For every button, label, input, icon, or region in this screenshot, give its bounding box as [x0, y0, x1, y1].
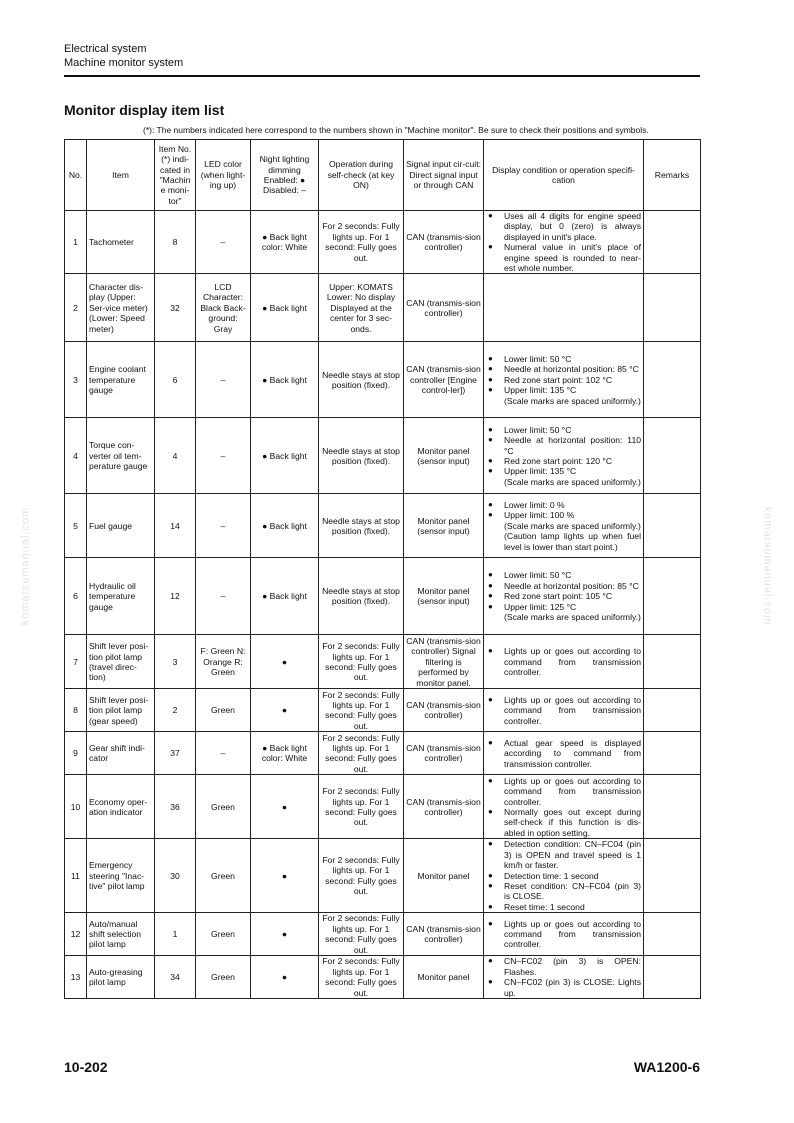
condition-text: Reset time: 1 second — [504, 901, 585, 912]
night-dimming: ● Back light — [251, 418, 319, 494]
col-header: Operation during self-check (at key ON) — [319, 140, 404, 211]
led-color: Green — [196, 689, 251, 732]
condition-item — [485, 242, 641, 273]
table-row — [65, 913, 701, 956]
condition-item — [485, 776, 641, 807]
signal-input: Monitor panel (sensor input) — [404, 558, 484, 635]
self-check-operation: Needle stays at stop position (fixed). — [319, 342, 404, 418]
condition-item — [485, 602, 641, 612]
item-name: Shift lever posi-tion pilot lamp (gear speed) — [87, 689, 155, 732]
remarks — [644, 732, 701, 775]
condition-text: Actual gear speed is displayed according to command from transmission controller. — [504, 737, 641, 769]
condition-text: Lower limit: 50 °C — [504, 570, 572, 581]
condition-text: CN–FC02 (pin 3) is CLOSE: Lights up. — [504, 977, 641, 998]
signal-input: Monitor panel — [404, 956, 484, 999]
night-dimming: ● — [251, 689, 319, 732]
condition-item — [485, 919, 641, 950]
bullet-icon: ● — [488, 881, 493, 891]
condition-text: Lights up or goes out according to command from transmission controller. — [504, 694, 641, 726]
header-section: Electrical system — [64, 43, 147, 55]
condition-text: (Caution lamp lights up when fuel level is lower than start point.) — [504, 531, 641, 552]
display-condition — [484, 274, 644, 342]
remarks — [644, 839, 701, 913]
condition-item — [485, 385, 641, 395]
condition-item — [485, 425, 641, 435]
condition-item — [485, 956, 641, 977]
condition-text: Lower limit: 0 % — [504, 499, 565, 510]
item-number: 36 — [155, 775, 196, 839]
night-dimming: ● Back light — [251, 274, 319, 342]
row-number: 12 — [65, 913, 87, 956]
item-name: Engine coolant temperature gauge — [87, 342, 155, 418]
condition-item — [485, 902, 641, 912]
item-number: 8 — [155, 211, 196, 274]
condition-text: Numeral value in unit's place of engine speed is rounded to near-est whole number. — [504, 242, 641, 274]
row-number: 10 — [65, 775, 87, 839]
condition-text: Uses all 4 digits for engine speed display, but 0 (zero) is always displayed in unit's place. — [504, 211, 641, 242]
condition-item — [485, 881, 641, 902]
led-color: – — [196, 418, 251, 494]
row-number: 9 — [65, 732, 87, 775]
table-row — [65, 775, 701, 839]
night-dimming: ● — [251, 913, 319, 956]
self-check-operation: For 2 seconds: Fully lights up. For 1 second: Fully goes out. — [319, 635, 404, 689]
bullet-icon: ● — [488, 737, 493, 747]
led-color: F: Green N: Orange R: Green — [196, 635, 251, 689]
table-row — [65, 342, 701, 418]
self-check-operation: Needle stays at stop position (fixed). — [319, 418, 404, 494]
condition-item — [485, 839, 641, 870]
condition-text: (Scale marks are spaced uniformly.) — [504, 395, 641, 406]
table-row — [65, 494, 701, 558]
condition-text: Red zone start point: 102 °C — [504, 374, 613, 385]
item-number: 4 — [155, 418, 196, 494]
condition-text: Needle at horizontal position: 85 °C — [504, 580, 639, 591]
condition-item — [485, 646, 641, 677]
signal-input: CAN (transmis-sion controller) — [404, 689, 484, 732]
item-name: Gear shift indi-cator — [87, 732, 155, 775]
condition-item — [485, 477, 641, 487]
condition-text: Lower limit: 50 °C — [504, 353, 572, 364]
signal-input: CAN (transmis-sion controller) — [404, 732, 484, 775]
self-check-operation: For 2 seconds: Fully lights up. For 1 second: Fully goes out. — [319, 211, 404, 274]
led-color: – — [196, 342, 251, 418]
self-check-operation: For 2 seconds: Fully lights up. For 1 second: Fully goes out. — [319, 956, 404, 999]
condition-text: Normally goes out except during self-check if this function is dis-abled in option setting. — [504, 806, 641, 838]
item-number: 2 — [155, 689, 196, 732]
bullet-icon: ● — [488, 353, 493, 363]
row-number: 4 — [65, 418, 87, 494]
item-number: 14 — [155, 494, 196, 558]
signal-input: Monitor panel (sensor input) — [404, 494, 484, 558]
item-number: 3 — [155, 635, 196, 689]
condition-item — [485, 456, 641, 466]
signal-input: CAN (transmis-sion controller [Engine control-ler]) — [404, 342, 484, 418]
remarks — [644, 635, 701, 689]
condition-text: Upper limit: 100 % — [504, 510, 575, 521]
item-name: Emergency steering "Inac-tive" pilot lamp — [87, 839, 155, 913]
table-header-row — [65, 140, 701, 211]
condition-item — [485, 807, 641, 838]
page-title: Monitor display item list — [64, 102, 225, 118]
night-dimming: ● — [251, 839, 319, 913]
led-color: LCD Character: Black Back-ground: Gray — [196, 274, 251, 342]
row-number: 11 — [65, 839, 87, 913]
condition-item — [485, 591, 641, 601]
display-condition — [484, 558, 644, 635]
remarks — [644, 494, 701, 558]
table-row — [65, 418, 701, 494]
table-row — [65, 839, 701, 913]
col-header: Remarks — [644, 140, 701, 211]
remarks — [644, 342, 701, 418]
signal-input: CAN (transmis-sion controller) Signal filtering is performed by monitor panel. — [404, 635, 484, 689]
condition-item — [485, 612, 641, 622]
remarks — [644, 775, 701, 839]
item-name: Character dis-play (Upper: Ser-vice meter) (Lower: Speed meter) — [87, 274, 155, 342]
display-condition — [484, 342, 644, 418]
item-name: Fuel gauge — [87, 494, 155, 558]
led-color: Green — [196, 839, 251, 913]
item-name: Economy oper-ation indicator — [87, 775, 155, 839]
watermark-right: komatsumanual.com — [761, 506, 774, 626]
monitor-display-table — [64, 139, 701, 999]
condition-item — [485, 738, 641, 769]
col-header: Item — [87, 140, 155, 211]
display-condition — [484, 775, 644, 839]
table-row — [65, 732, 701, 775]
led-color: – — [196, 732, 251, 775]
col-header: LED color (when light-ing up) — [196, 140, 251, 211]
bullet-icon: ● — [488, 646, 493, 656]
item-name: Shift lever posi-tion pilot lamp (travel direc-tion) — [87, 635, 155, 689]
condition-item — [485, 211, 641, 242]
display-condition — [484, 839, 644, 913]
condition-item — [485, 695, 641, 726]
signal-input: CAN (transmis-sion controller) — [404, 913, 484, 956]
item-number: 34 — [155, 956, 196, 999]
night-dimming: ● Back light color: White — [251, 211, 319, 274]
self-check-operation: For 2 seconds: Fully lights up. For 1 second: Fully goes out. — [319, 775, 404, 839]
condition-text: Upper limit: 135 °C — [504, 385, 577, 396]
remarks — [644, 418, 701, 494]
condition-text: Red zone start point: 105 °C — [504, 591, 613, 602]
bullet-icon: ● — [488, 870, 493, 880]
model-name: WA1200-6 — [633, 1059, 700, 1075]
item-name: Hydraulic oil temperature gauge — [87, 558, 155, 635]
item-number: 37 — [155, 732, 196, 775]
condition-item — [485, 466, 641, 476]
item-number: 32 — [155, 274, 196, 342]
condition-item — [485, 977, 641, 998]
item-name: Torque con-verter oil tem-perature gauge — [87, 418, 155, 494]
display-condition — [484, 494, 644, 558]
display-condition — [484, 635, 644, 689]
col-header: Item No. (*) indi-cated in "Machin e moni-tor" — [155, 140, 196, 211]
condition-text: Red zone start point: 120 °C — [504, 455, 613, 466]
self-check-operation: Needle stays at stop position (fixed). — [319, 558, 404, 635]
condition-item — [485, 364, 641, 374]
item-number: 1 — [155, 913, 196, 956]
condition-text: Lower limit: 50 °C — [504, 424, 572, 435]
table-row — [65, 274, 701, 342]
bullet-icon: ● — [488, 385, 493, 395]
item-name: Auto-greasing pilot lamp — [87, 956, 155, 999]
condition-item — [485, 871, 641, 881]
row-number: 5 — [65, 494, 87, 558]
condition-text: Upper limit: 135 °C — [504, 466, 577, 477]
condition-item — [485, 510, 641, 520]
led-color: Green — [196, 775, 251, 839]
col-header: Signal input cir-cuit: Direct signal input or through CAN — [404, 140, 484, 211]
remarks — [644, 211, 701, 274]
condition-item — [485, 396, 641, 406]
item-name: Tachometer — [87, 211, 155, 274]
bullet-icon: ● — [488, 806, 493, 816]
display-condition — [484, 913, 644, 956]
led-color: – — [196, 494, 251, 558]
self-check-operation: Upper: KOMATS Lower: No display Displayed at the center for 3 sec-onds. — [319, 274, 404, 342]
condition-text: Reset condition: CN–FC04 (pin 3) is CLOSE. — [504, 881, 641, 902]
night-dimming: ● Back light color: White — [251, 732, 319, 775]
condition-text: Needle at horizontal position: 85 °C — [504, 364, 639, 375]
condition-text: (Scale marks are spaced uniformly.) — [504, 520, 641, 531]
bullet-icon: ● — [488, 956, 493, 966]
display-condition — [484, 956, 644, 999]
condition-item — [485, 581, 641, 591]
night-dimming: ● Back light — [251, 342, 319, 418]
night-dimming: ● Back light — [251, 558, 319, 635]
item-number: 6 — [155, 342, 196, 418]
running-header — [64, 42, 183, 70]
bullet-icon: ● — [488, 580, 493, 590]
condition-text: Lights up or goes out according to command from transmission controller. — [504, 646, 641, 678]
table-row — [65, 635, 701, 689]
remarks — [644, 956, 701, 999]
condition-item — [485, 354, 641, 364]
condition-text: (Scale marks are spaced uniformly.) — [504, 612, 641, 623]
table-row — [65, 211, 701, 274]
bullet-icon: ● — [488, 591, 493, 601]
bullet-icon: ● — [488, 364, 493, 374]
remarks — [644, 274, 701, 342]
night-dimming: ● — [251, 775, 319, 839]
self-check-operation: Needle stays at stop position (fixed). — [319, 494, 404, 558]
row-number: 13 — [65, 956, 87, 999]
col-header: Night lighting dimming Enabled: ● Disabled: – — [251, 140, 319, 211]
row-number: 2 — [65, 274, 87, 342]
remarks — [644, 913, 701, 956]
row-number: 3 — [65, 342, 87, 418]
signal-input: CAN (transmis-sion controller) — [404, 775, 484, 839]
night-dimming: ● — [251, 635, 319, 689]
bullet-icon: ● — [488, 977, 493, 987]
remarks — [644, 689, 701, 732]
condition-text: Needle at horizontal position: 110 °C — [504, 435, 641, 456]
led-color: Green — [196, 913, 251, 956]
bullet-icon: ● — [488, 601, 493, 611]
self-check-operation: For 2 seconds: Fully lights up. For 1 second: Fully goes out. — [319, 689, 404, 732]
signal-input: CAN (transmis-sion controller) — [404, 274, 484, 342]
bullet-icon: ● — [488, 918, 493, 928]
self-check-operation: For 2 seconds: Fully lights up. For 1 second: Fully goes out. — [319, 732, 404, 775]
bullet-icon: ● — [488, 211, 493, 220]
led-color: – — [196, 558, 251, 635]
table-row — [65, 558, 701, 635]
display-condition — [484, 732, 644, 775]
bullet-icon: ● — [488, 694, 493, 704]
table-row — [65, 956, 701, 999]
condition-item — [485, 435, 641, 456]
bullet-icon: ● — [488, 839, 493, 849]
display-condition — [484, 689, 644, 732]
condition-text: Lights up or goes out according to command from transmission controller. — [504, 775, 641, 807]
row-number: 1 — [65, 211, 87, 274]
footnote-note: (*): The numbers indicated here correspond to the numbers shown in "Machine monitor". Be sure to check their positions and symbols. — [143, 125, 649, 135]
bullet-icon: ● — [488, 499, 493, 509]
condition-item — [485, 570, 641, 580]
condition-item — [485, 521, 641, 531]
remarks — [644, 558, 701, 635]
row-number: 8 — [65, 689, 87, 732]
night-dimming: ● Back light — [251, 494, 319, 558]
header-subsection: Machine monitor system — [64, 57, 184, 69]
header-rule — [64, 75, 700, 77]
item-number: 12 — [155, 558, 196, 635]
bullet-icon: ● — [488, 455, 493, 465]
night-dimming: ● — [251, 956, 319, 999]
bullet-icon: ● — [488, 570, 493, 580]
item-number: 30 — [155, 839, 196, 913]
row-number: 6 — [65, 558, 87, 635]
table-row — [65, 689, 701, 732]
signal-input: CAN (transmis-sion controller) — [404, 211, 484, 274]
condition-text: (Scale marks are spaced uniformly.) — [504, 476, 641, 487]
bullet-icon: ● — [488, 901, 493, 911]
col-header: No. — [65, 140, 87, 211]
page-number: 10-202 — [64, 1059, 108, 1075]
col-header: Display condition or operation specifi-cation — [484, 140, 644, 211]
condition-item — [485, 500, 641, 510]
item-name: Auto/manual shift selection pilot lamp — [87, 913, 155, 956]
bullet-icon: ● — [488, 466, 493, 476]
row-number: 7 — [65, 635, 87, 689]
condition-item — [485, 531, 641, 552]
condition-text: Detection time: 1 second — [504, 870, 599, 881]
bullet-icon: ● — [488, 435, 493, 445]
watermark-left: komatsumanual.com — [19, 506, 32, 626]
signal-input: Monitor panel — [404, 839, 484, 913]
led-color: Green — [196, 956, 251, 999]
condition-text: Lights up or goes out according to command from transmission controller. — [504, 918, 641, 950]
condition-text: Detection condition: CN–FC04 (pin 3) is OPEN and travel speed is 1 km/h or faster. — [504, 839, 641, 871]
display-condition — [484, 418, 644, 494]
condition-text: Upper limit: 125 °C — [504, 601, 577, 612]
condition-text: CN–FC02 (pin 3) is OPEN: Flashes. — [504, 956, 641, 977]
bullet-icon: ● — [488, 242, 493, 252]
condition-item — [485, 375, 641, 385]
display-condition — [484, 211, 644, 274]
bullet-icon: ● — [488, 775, 493, 785]
self-check-operation: For 2 seconds: Fully lights up. For 1 second: Fully goes out. — [319, 913, 404, 956]
led-color: – — [196, 211, 251, 274]
signal-input: Monitor panel (sensor input) — [404, 418, 484, 494]
bullet-icon: ● — [488, 424, 493, 434]
bullet-icon: ● — [488, 510, 493, 520]
bullet-icon: ● — [488, 374, 493, 384]
self-check-operation: For 2 seconds: Fully lights up. For 1 second: Fully goes out. — [319, 839, 404, 913]
